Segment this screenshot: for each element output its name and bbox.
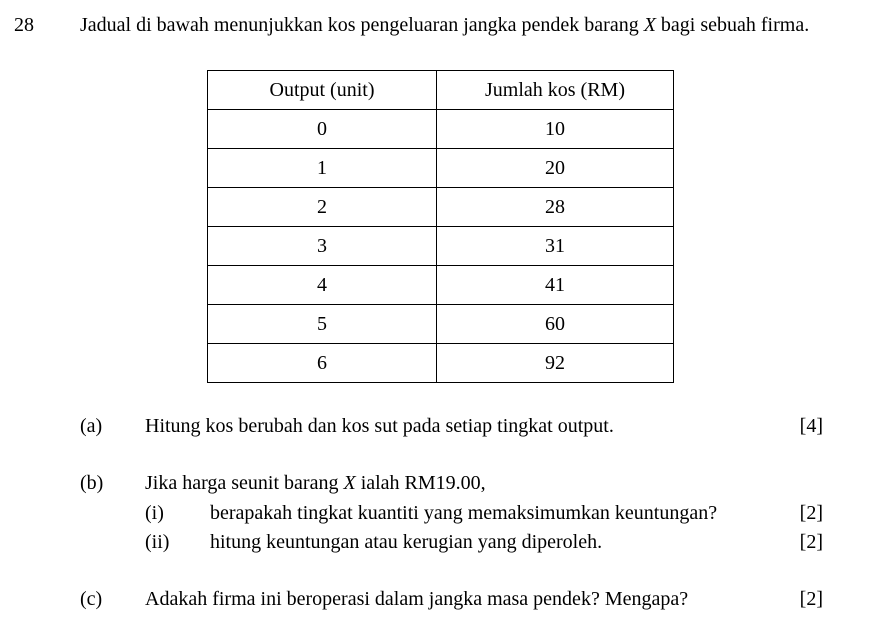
cell-output: 3 bbox=[208, 227, 437, 266]
cell-total-cost: 60 bbox=[437, 305, 674, 344]
table-row bbox=[208, 227, 674, 266]
table-row bbox=[208, 344, 674, 383]
table-row bbox=[208, 149, 674, 188]
cell-total-cost: 10 bbox=[437, 110, 674, 149]
intro-variable: X bbox=[643, 14, 656, 36]
cell-output: 2 bbox=[208, 188, 437, 227]
cell-total-cost: 92 bbox=[437, 344, 674, 383]
question-intro bbox=[80, 14, 809, 37]
part-b-i-label: (i) bbox=[145, 502, 164, 524]
intro-text-before: Jadual di bawah menunjukkan kos pengeluaran jangka pendek barang bbox=[80, 14, 644, 36]
part-a-text: Hitung kos berubah dan kos sut pada setiap tingkat output. bbox=[145, 415, 614, 437]
cell-total-cost: 28 bbox=[437, 188, 674, 227]
table-row bbox=[208, 305, 674, 344]
part-b-label: (b) bbox=[80, 472, 104, 494]
cell-total-cost: 20 bbox=[437, 149, 674, 188]
table-row bbox=[208, 266, 674, 305]
table-row bbox=[208, 188, 674, 227]
intro-text-after: bagi sebuah firma. bbox=[655, 14, 810, 36]
part-b-text-after: ialah RM19.00, bbox=[355, 472, 486, 494]
part-a-label: (a) bbox=[80, 415, 103, 437]
cell-output: 4 bbox=[208, 266, 437, 305]
part-b-i-marks: [2] bbox=[799, 502, 823, 524]
cell-total-cost: 41 bbox=[437, 266, 674, 305]
part-c-marks: [2] bbox=[799, 588, 823, 610]
part-b-ii-marks: [2] bbox=[799, 531, 823, 553]
header-total-cost: Jumlah kos (RM) bbox=[437, 71, 674, 110]
cell-output: 0 bbox=[208, 110, 437, 149]
part-b-text bbox=[145, 472, 486, 495]
table-row bbox=[208, 110, 674, 149]
part-b-text-before: Jika harga seunit barang bbox=[145, 472, 344, 494]
part-c-text: Adakah firma ini beroperasi dalam jangka masa pendek? Mengapa? bbox=[145, 588, 689, 610]
part-b-variable: X bbox=[343, 472, 356, 494]
part-c-label: (c) bbox=[80, 588, 103, 610]
part-b-ii-text: hitung keuntungan atau kerugian yang diperoleh. bbox=[210, 531, 603, 553]
question-number: 28 bbox=[14, 14, 34, 36]
cell-total-cost: 31 bbox=[437, 227, 674, 266]
part-a-marks: [4] bbox=[799, 415, 823, 437]
cell-output: 6 bbox=[208, 344, 437, 383]
table-header-row bbox=[208, 71, 674, 110]
header-output: Output (unit) bbox=[208, 71, 437, 110]
part-b-ii-label: (ii) bbox=[145, 531, 170, 553]
cell-output: 5 bbox=[208, 305, 437, 344]
cell-output: 1 bbox=[208, 149, 437, 188]
cost-table bbox=[207, 70, 674, 383]
part-b-i-text: berapakah tingkat kuantiti yang memaksimumkan keuntungan? bbox=[210, 502, 718, 524]
